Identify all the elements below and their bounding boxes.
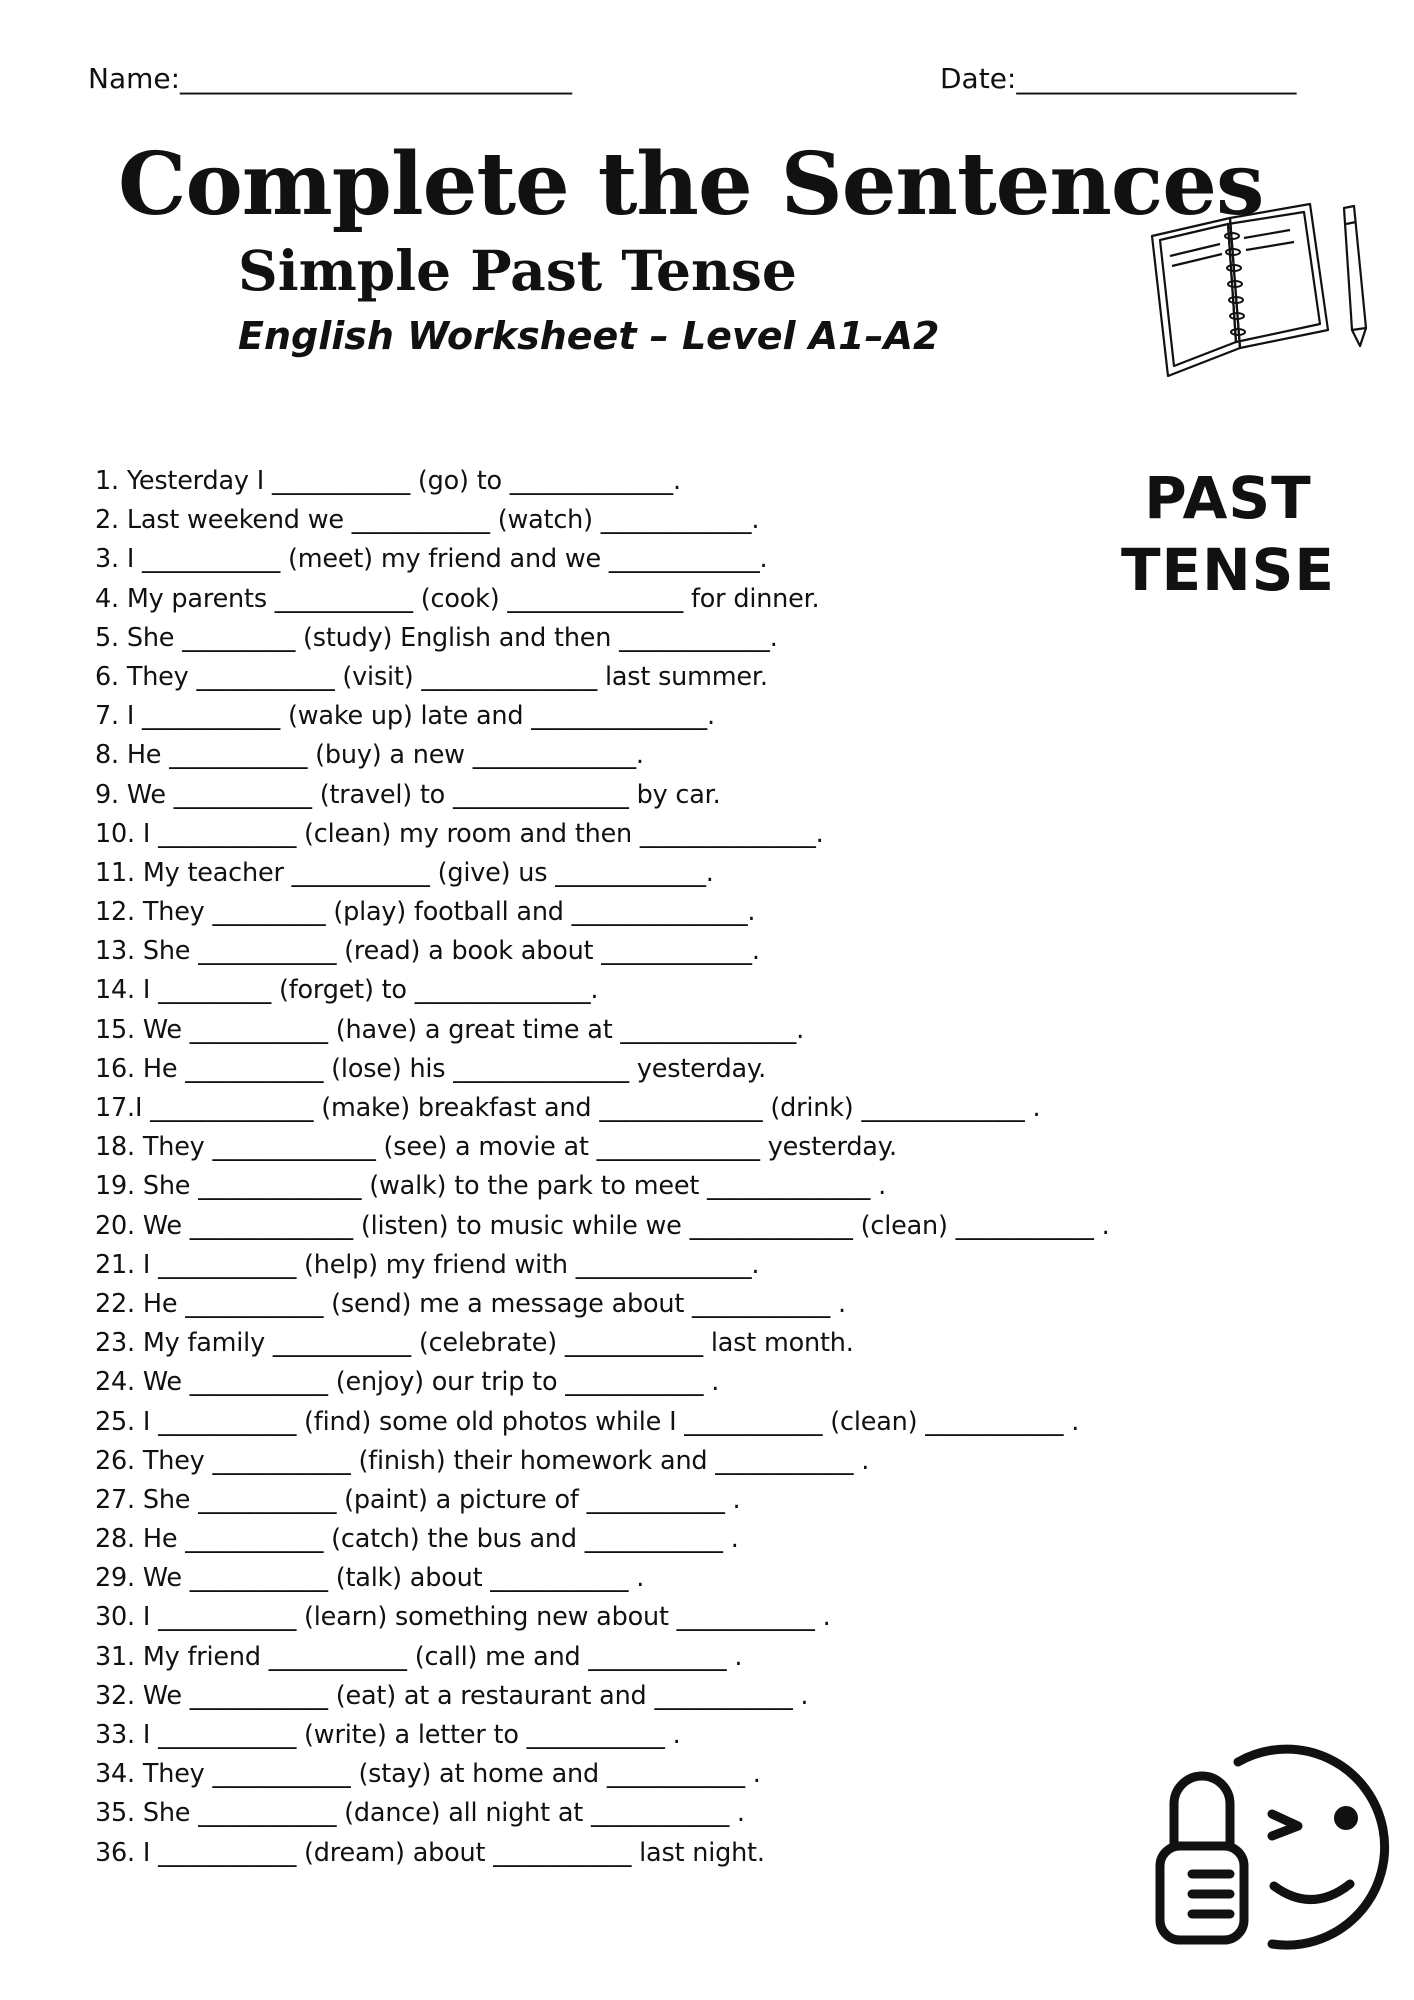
question-item: 30. I ___________ (learn) something new about ___________ . [95, 1602, 831, 1633]
question-item: 24. We ___________ (enjoy) our trip to ___________ . [95, 1367, 720, 1398]
wink-thumbs-up-icon [1152, 1718, 1392, 1968]
question-item: 20. We _____________ (listen) to music while we _____________ (clean) ___________ . [95, 1210, 1110, 1241]
question-item: 11. My teacher ___________ (give) us ____________. [95, 857, 714, 888]
question-item: 12. They _________ (play) football and ______________. [95, 897, 756, 928]
question-item: 18. They _____________ (see) a movie at _____________ yesterday. [95, 1132, 897, 1163]
badge-line-2: TENSE [1120, 536, 1336, 604]
question-item: 21. I ___________ (help) my friend with ______________. [95, 1249, 760, 1280]
question-item: 3. I ___________ (meet) my friend and we ____________. [95, 544, 768, 575]
question-item: 22. He ___________ (send) me a message about ___________ . [95, 1288, 846, 1319]
past-tense-badge [1118, 462, 1338, 606]
question-item: 4. My parents ___________ (cook) ______________ for dinner. [95, 583, 820, 614]
worksheet-title: Complete the Sentences [118, 134, 1264, 235]
question-item: 31. My friend ___________ (call) me and ___________ . [95, 1641, 743, 1672]
question-item: 34. They ___________ (stay) at home and ___________ . [95, 1759, 761, 1790]
question-item: 26. They ___________ (finish) their homework and ___________ . [95, 1445, 870, 1476]
question-item: 17.I _____________ (make) breakfast and _____________ (drink) _____________ . [95, 1093, 1041, 1123]
question-item: 28. He ___________ (catch) the bus and ___________ . [95, 1524, 739, 1555]
question-item: 8. He ___________ (buy) a new _____________. [95, 740, 644, 771]
question-item: 15. We ___________ (have) a great time at ______________. [95, 1014, 805, 1045]
worksheet-level: English Worksheet – Level A1–A2 [238, 314, 940, 358]
question-item: 29. We ___________ (talk) about ___________ . [95, 1563, 645, 1594]
question-item: 35. She ___________ (dance) all night at ___________ . [95, 1798, 745, 1829]
question-item: 16. He ___________ (lose) his ______________ yesterday. [95, 1053, 767, 1084]
question-item: 7. I ___________ (wake up) late and ______________. [95, 701, 715, 732]
question-list [95, 462, 1109, 1873]
worksheet-subtitle: Simple Past Tense [238, 238, 797, 303]
question-item: 13. She ___________ (read) a book about ____________. [95, 936, 760, 967]
question-item: 5. She _________ (study) English and then ____________. [95, 622, 778, 653]
question-item: 36. I ___________ (dream) about ___________ last night. [95, 1837, 765, 1868]
question-item: 19. She _____________ (walk) to the park to meet _____________ . [95, 1171, 887, 1202]
question-item: 6. They ___________ (visit) ______________ last summer. [95, 661, 768, 692]
question-item: 32. We ___________ (eat) at a restaurant and ___________ . [95, 1680, 809, 1711]
date-field[interactable]: Date:____________________ [940, 62, 1297, 95]
question-item: 2. Last weekend we ___________ (watch) ____________. [95, 505, 760, 536]
badge-line-1: PAST [1144, 464, 1312, 532]
question-item: 23. My family ___________ (celebrate) ___________ last month. [95, 1328, 854, 1359]
notebook-pen-icon [1140, 198, 1380, 388]
question-item: 9. We ___________ (travel) to ______________ by car. [95, 779, 721, 810]
question-item: 1. Yesterday I ___________ (go) to _____________. [95, 466, 681, 496]
name-field[interactable]: Name:____________________________ [88, 62, 573, 95]
question-item: 33. I ___________ (write) a letter to ___________ . [95, 1720, 681, 1750]
question-item: 14. I _________ (forget) to ______________. [95, 975, 599, 1006]
question-item: 25. I ___________ (find) some old photos while I ___________ (clean) ___________ . [95, 1406, 1080, 1437]
question-item: 10. I ___________ (clean) my room and then ______________. [95, 818, 824, 849]
question-item: 27. She ___________ (paint) a picture of ___________ . [95, 1484, 741, 1515]
